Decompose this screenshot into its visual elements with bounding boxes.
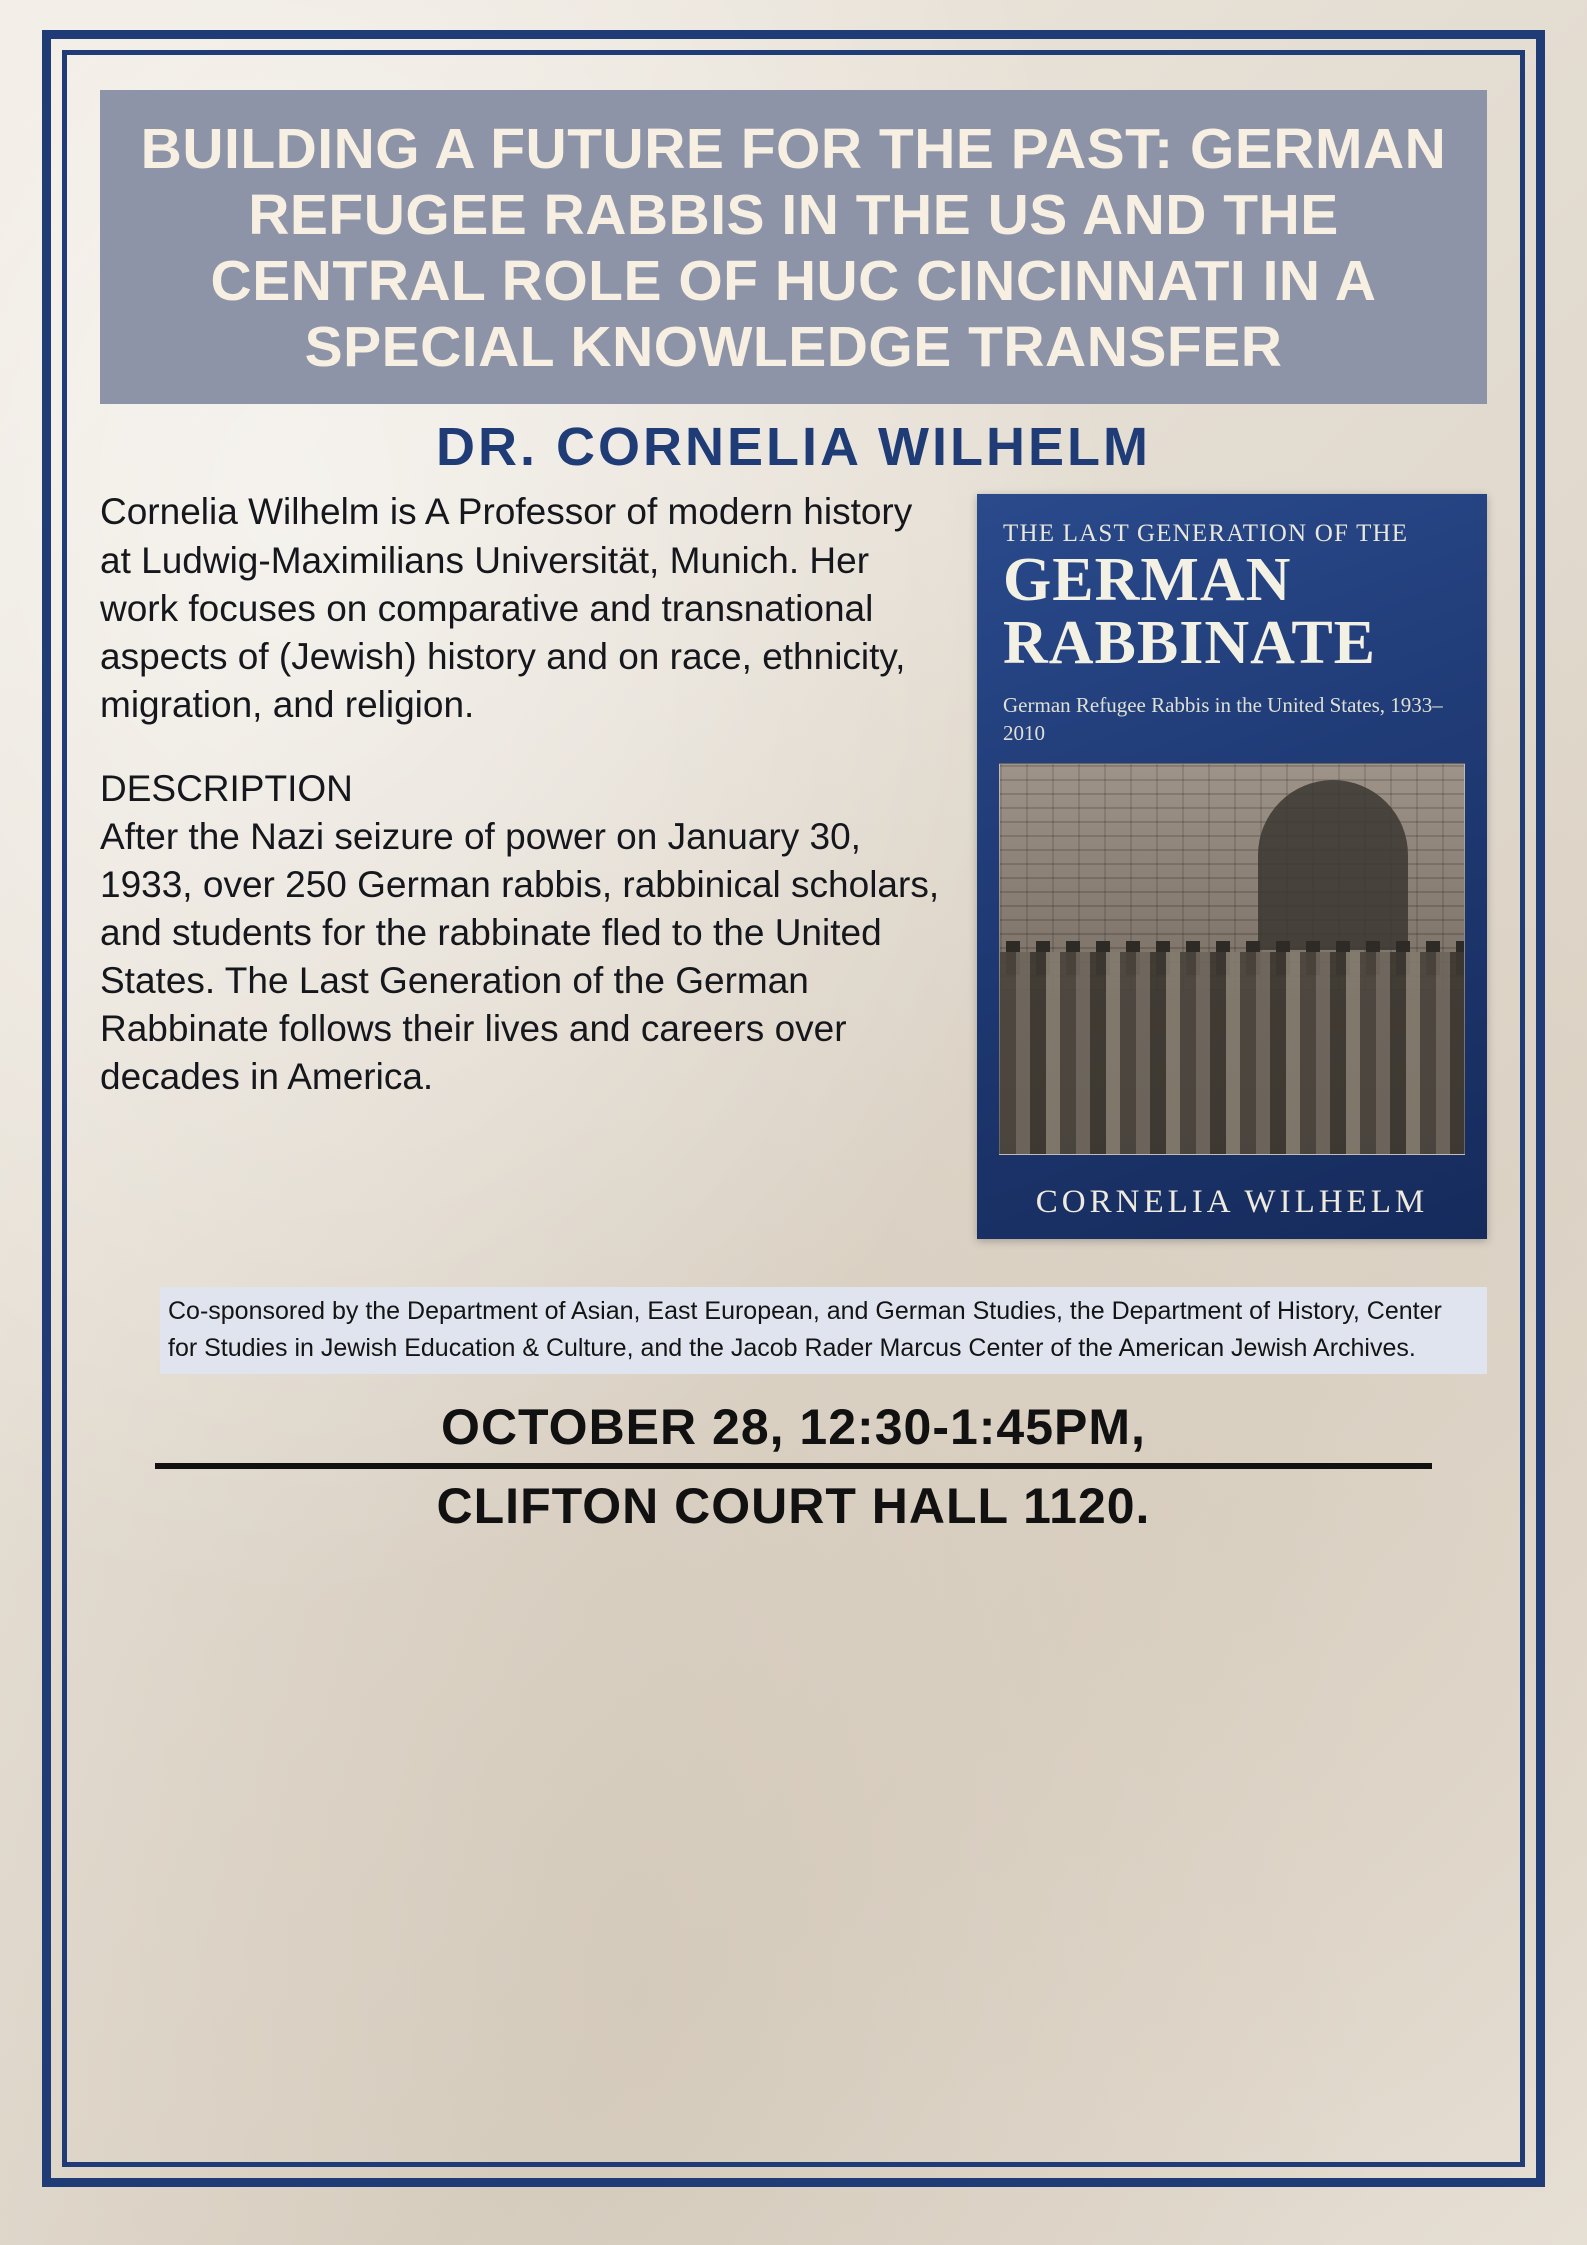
event-location: CLIFTON COURT HALL 1120. xyxy=(436,1477,1151,1534)
speaker-name: DR. CORNELIA WILHELM xyxy=(436,417,1151,478)
description-label: DESCRIPTION xyxy=(100,767,353,809)
title-band xyxy=(100,90,1487,404)
book-cover-subtitle: German Refugee Rabbis in the United States, 1933–2010 xyxy=(1003,692,1443,745)
speaker-bio: Cornelia Wilhelm is A Professor of modern history at Ludwig-Maximilians Universität, Munich. Her work focuses on comparative and transnational aspects of (Jewish) history and on race, ethnicity, migration, and religion. xyxy=(100,491,913,725)
poster-body xyxy=(100,488,1487,1536)
book-cover-photograph xyxy=(999,763,1465,1155)
book-cover-author: CORNELIA WILHELM xyxy=(1035,1184,1429,1221)
book-cover-title-line2: RABBINATE xyxy=(1003,609,1377,678)
poster-content xyxy=(100,90,1487,2135)
event-date-time: OCTOBER 28, 12:30-1:45PM, xyxy=(441,1398,1146,1455)
book-cover-overline: THE LAST GENERATION OF THE xyxy=(1003,520,1409,548)
sponsor-note: Co-sponsored by the Department of Asian, East European, and German Studies, the Department of History, Center for Studies in Jewish Education & Culture, and the Jacob Rader Marcus Center of the American Jewish Archives. xyxy=(160,1287,1487,1374)
photo-crowd xyxy=(1000,952,1464,1155)
event-details xyxy=(100,1398,1487,1536)
divider-rule xyxy=(155,1463,1431,1469)
book-cover-image xyxy=(977,494,1487,1239)
poster-title: BUILDING A FUTURE FOR THE PAST: GERMAN REFUGEE RABBIS IN THE US AND THE CENTRAL ROLE OF HUC CINCINNATI IN A SPECIAL KNOWLEDGE TRANSFER xyxy=(140,117,1447,380)
book-cover-title-line1: GERMAN xyxy=(1003,546,1292,615)
description-text: After the Nazi seizure of power on January 30, 1933, over 250 German rabbis, rabbinical scholars, and students for the rabbinate fled to the United States. The Last Generation of the German Rabbinate follows their lives and careers over decades in America. xyxy=(100,816,940,1098)
photo-archway xyxy=(1258,780,1408,950)
